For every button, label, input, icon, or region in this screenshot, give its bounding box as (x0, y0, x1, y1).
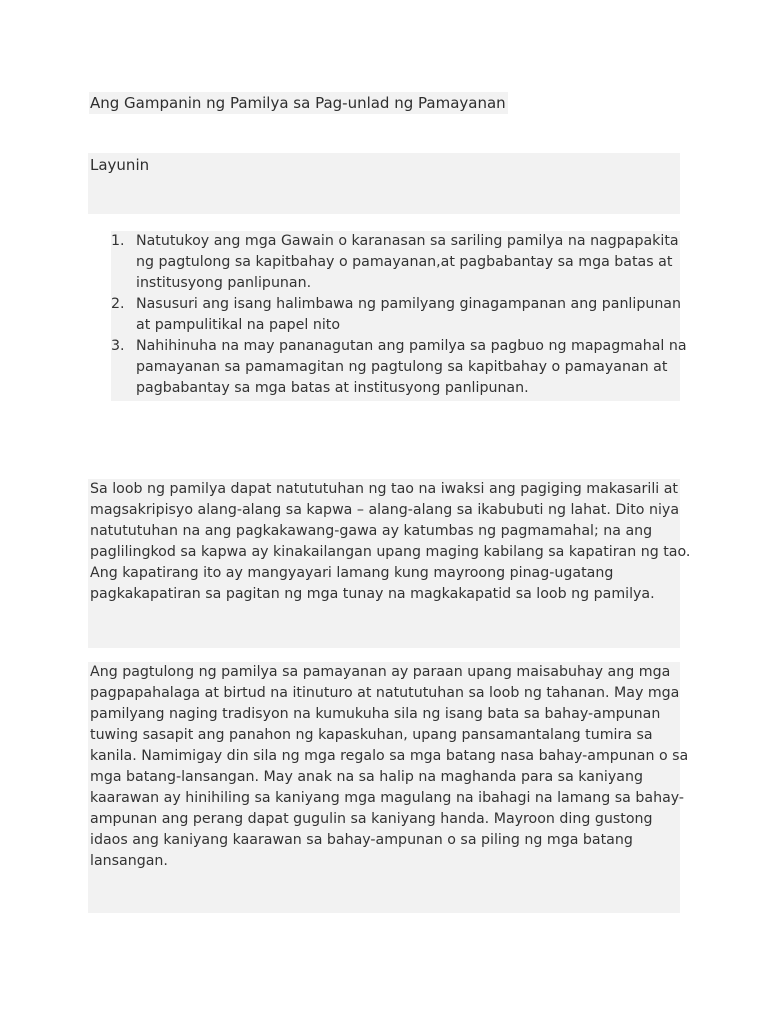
paragraph-block-1 (88, 479, 691, 648)
paragraph-line: idaos ang kaniyang kaarawan sa bahay-ampunan o sa piling ng mga batang (90, 832, 633, 848)
objective-number: 2. (111, 296, 125, 312)
paragraph-line: kanila. Namimigay din sila ng mga regalo sa mga batang nasa bahay-ampunan o sa (90, 748, 689, 764)
paragraph-block-2 (88, 662, 689, 913)
objective-item (111, 294, 680, 336)
objective-line: Nasusuri ang isang halimbawa ng pamilyang ginagampanan ang panlipunan (136, 296, 681, 312)
paragraph-line: pagpapahalaga at birtud na itinuturo at natututuhan sa loob ng tahanan. May mga (90, 685, 680, 701)
paragraph-line: ampunan ang perang dapat gugulin sa kaniyang handa. Mayroon ding gustong (90, 811, 653, 827)
objective-number: 3. (111, 338, 125, 354)
objective-line: at pampulitikal na papel nito (136, 317, 341, 333)
paragraph-line: paglilingkod sa kapwa ay kinakailangan upang maging kabilang sa kapatiran ng tao. (90, 544, 691, 560)
objective-item (111, 231, 680, 294)
paragraph-line: Sa loob ng pamilya dapat natututuhan ng tao na iwaksi ang pagiging makasarili at (90, 481, 678, 497)
paragraph-1 (90, 479, 691, 605)
objective-number: 1. (111, 233, 125, 249)
document-title: Ang Gampanin ng Pamilya sa Pag-unlad ng Pamayanan (90, 94, 506, 112)
paragraph-line: mga batang-lansangan. May anak na sa halip na maghanda para sa kaniyang (90, 769, 643, 785)
objective-item (111, 336, 687, 399)
paragraph-line: kaarawan ay hinihiling sa kaniyang mga magulang na ibahagi na lamang sa bahay- (90, 790, 685, 806)
paragraph-line: magsakripisyo alang-alang sa kapwa – alang-alang sa ikabubuti ng lahat. Dito niya (90, 502, 680, 518)
objective-line: pamayanan sa pamamagitan ng pagtulong sa kapitbahay o pamayanan at (136, 359, 668, 375)
objectives-heading-block (88, 153, 680, 214)
paragraph-line: pagkakapatiran sa pagitan ng mga tunay na magkakapatid sa loob ng pamilya. (90, 586, 655, 602)
objectives-list (111, 231, 687, 399)
paragraph-line: Ang kapatirang ito ay mangyayari lamang kung mayroong pinag-ugatang (90, 565, 614, 581)
objective-line: pagbabantay sa mga batas at institusyong panlipunan. (136, 380, 529, 396)
paragraph-2 (90, 662, 689, 872)
objectives-list-block (111, 231, 687, 401)
paragraph-line: pamilyang naging tradisyon na kumukuha sila ng isang bata sa bahay-ampunan (90, 706, 661, 722)
objective-line: ng pagtulong sa kapitbahay o pamayanan,at pagbabantay sa mga batas at (136, 254, 673, 270)
objectives-heading: Layunin (90, 156, 150, 174)
objective-line: institusyong panlipunan. (136, 275, 312, 291)
paragraph-line: natututuhan na ang pagkakawang-gawa ay katumbas ng pagmamahal; na ang (90, 523, 653, 539)
paragraph-line: lansangan. (90, 853, 168, 869)
paragraph-line: Ang pagtulong ng pamilya sa pamayanan ay paraan upang maisabuhay ang mga (90, 664, 671, 680)
objective-line: Natutukoy ang mga Gawain o karanasan sa sariling pamilya na nagpapakita (136, 233, 679, 249)
paragraph-line: tuwing sasapit ang panahon ng kapaskuhan, upang pansamantalang tumira sa (90, 727, 653, 743)
objective-line: Nahihinuha na may pananagutan ang pamilya sa pagbuo ng mapagmahal na (136, 338, 687, 354)
